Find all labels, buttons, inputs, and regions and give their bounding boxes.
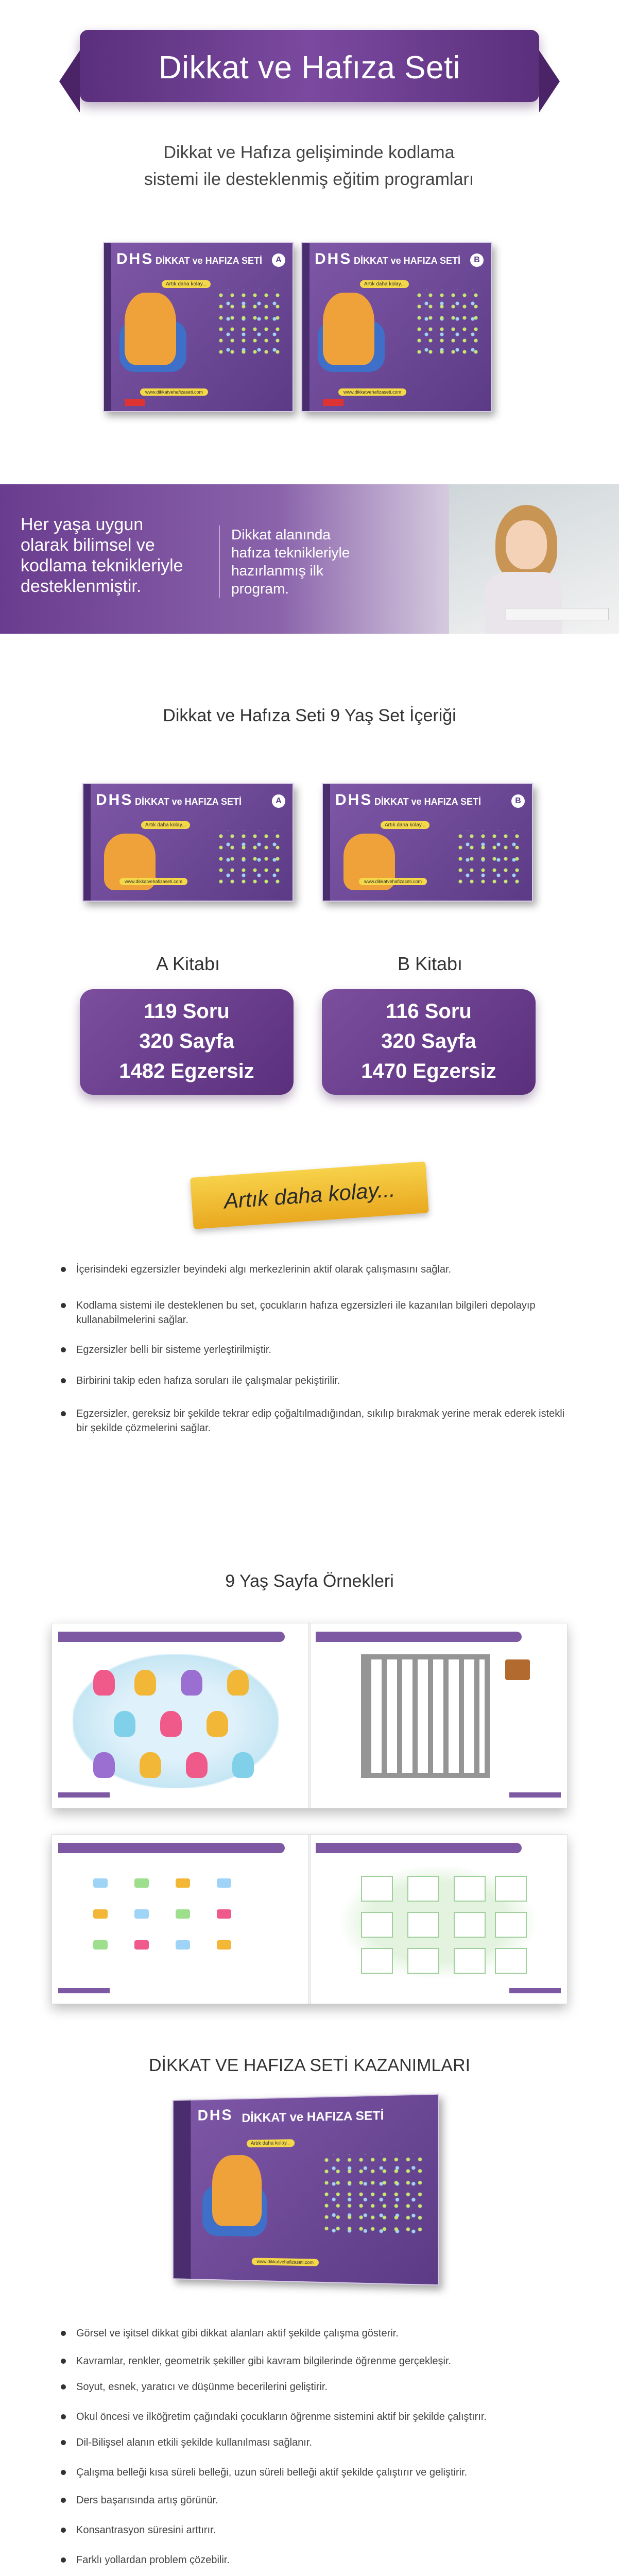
book-badge: B [470, 253, 484, 267]
book-title: DİKKAT ve HAFIZA SETİ [242, 2108, 384, 2125]
book-badge: A [272, 794, 285, 808]
book-cover-b [301, 242, 492, 412]
list-item: İçerisindeki egzersizler beyindeki algı merkezlerinin aktif olarak çalışmasını sağlar. [57, 1262, 572, 1277]
book-cover-a-small [82, 783, 294, 902]
list-item: Konsantrasyon süresini arttırır. [57, 2523, 572, 2537]
book-b-stats [322, 989, 536, 1095]
dots-pattern [455, 831, 522, 887]
book-tag: Artık daha kolay... [381, 821, 429, 829]
list-item: Egzersizler belli bir sisteme yerleştirilmiştir. [57, 1343, 572, 1357]
pages-count: 320 Sayfa [381, 1030, 476, 1053]
list-item: Birbirini takip eden hafıza soruları ile çalışmalar pekiştirilir. [57, 1374, 572, 1388]
list-item: Farklı yollardan problem çözebilir. [57, 2553, 572, 2567]
list-item: Egzersizler, gereksiz bir şekilde tekrar edip çoğaltılmadığından, sıkılıp bırakmak yerine merak ederek istekli bir şekilde çözmelerini sağlar. [57, 1406, 572, 1435]
slogan-ribbon [190, 1161, 429, 1229]
subtitle-line-2: sistemi ile desteklenmiş eğitim programları [144, 170, 474, 189]
publisher-logo [323, 399, 343, 406]
book-brand: DHS [96, 791, 133, 808]
book-url: www.dikkatvehafizaseti.com [252, 2258, 319, 2266]
exercises-count: 1470 Egzersiz [361, 1060, 496, 1082]
list-item: Okul öncesi ve ilköğretim çağındaki çocukların öğrenme sistemini aktif bir şekilde çalıştırır. [57, 2410, 572, 2424]
exercises-count: 1482 Egzersiz [119, 1060, 254, 1082]
book-url: www.dikkatvehafizaseti.com [119, 878, 187, 885]
list-item: Görsel ve işitsel dikkat gibi dikkat alanları aktif şekilde çalışma gösterir. [57, 2326, 572, 2341]
book-tag: Artık daha kolay... [162, 280, 211, 288]
book-brand: DHS [315, 250, 352, 267]
book-badge: B [511, 794, 525, 808]
book-a-stats [80, 989, 294, 1095]
gains-list [57, 2326, 572, 2576]
band-right-text: Dikkat alanında hafıza teknikleriyle hazırlanmış ilk program. [219, 526, 358, 598]
features-list [57, 1262, 572, 1435]
dots-pattern [215, 290, 282, 357]
maze-illustration [361, 1654, 490, 1778]
sample-spread-1 [51, 1623, 568, 1808]
questions-count: 119 Soru [144, 1000, 230, 1023]
girl-photo [449, 484, 619, 634]
list-item: Soyut, esnek, yaratıcı ve düşünme becerilerini geliştirir. [57, 2380, 572, 2394]
book-title: DİKKAT ve HAFIZA SETİ [354, 256, 461, 266]
questions-count: 116 Soru [386, 1000, 472, 1023]
book-b-label: B Kitabı [397, 953, 463, 974]
book-cover-main [173, 2094, 439, 2286]
book-tag: Artık daha kolay... [360, 280, 409, 288]
title-banner [80, 30, 539, 102]
book-brand: DHS [116, 250, 154, 267]
doghouse-illustration [505, 1659, 530, 1680]
set-content-heading: Dikkat ve Hafıza Seti 9 Yaş Set İçeriği [163, 706, 456, 725]
book-title: DİKKAT ve HAFIZA SETİ [156, 256, 263, 266]
cat-illustration [125, 293, 176, 365]
book-brand: DHS [335, 791, 373, 808]
cat-illustration [323, 293, 374, 365]
sample-spread-2 [51, 1834, 568, 2004]
book-title: DİKKAT ve HAFIZA SETİ [135, 796, 242, 807]
feature-band [0, 484, 619, 634]
book-tag: Artık daha kolay... [247, 2139, 295, 2147]
band-left-text: Her yaşa uygun olarak bilimsel ve kodlama teknikleriyle desteklenmiştir. [21, 515, 183, 596]
publisher-logo [125, 399, 145, 406]
book-url: www.dikkatvehafizaseti.com [140, 388, 208, 396]
book-url: www.dikkatvehafizaseti.com [359, 878, 427, 885]
list-item: Çalışma belleği kısa süreli belleği, uzun süreli belleği aktif şekilde çalıştırır ve geliştirir. [57, 2465, 572, 2480]
book-title: DİKKAT ve HAFIZA SETİ [374, 796, 482, 807]
book-tag: Artık daha kolay... [141, 821, 190, 829]
ribbon-text: Artık daha kolay... [223, 1177, 396, 1213]
list-item: Ders başarısında artış görünür. [57, 2493, 572, 2507]
intro-subtitle [77, 139, 541, 193]
list-item: Kodlama sistemi ile desteklenen bu set, çocukların hafıza egzersizleri ile kazanılan bilgileri depolayıp kullanabilmelerini sağlar. [57, 1298, 572, 1327]
book-badge: A [272, 253, 285, 267]
dots-pattern [414, 290, 480, 357]
book-cover-a [103, 242, 294, 412]
gains-heading: DİKKAT VE HAFIZA SETİ KAZANIMLARI [148, 2056, 471, 2075]
book-cover-b-small [322, 783, 533, 902]
book-a-label: A Kitabı [156, 953, 220, 974]
samples-heading: 9 Yaş Sayfa Örnekleri [225, 1571, 394, 1591]
book-brand: DHS [197, 2106, 233, 2124]
book-url: www.dikkatvehafizaseti.com [338, 388, 406, 396]
list-item: Dil-Bilişsel alanın etkili şekilde kullanılması sağlanır. [57, 2435, 572, 2450]
pages-count: 320 Sayfa [139, 1030, 234, 1053]
cat-illustration [212, 2155, 262, 2227]
dots-pattern [321, 2154, 427, 2239]
list-item: Kavramlar, renkler, geometrik şekiller gibi kavram bilgilerinde öğrenme gerçekleşir. [57, 2354, 572, 2368]
page-title: Dikkat ve Hafıza Seti [159, 50, 460, 86]
dots-pattern [215, 831, 282, 887]
subtitle-line-1: Dikkat ve Hafıza gelişiminde kodlama [163, 143, 455, 162]
